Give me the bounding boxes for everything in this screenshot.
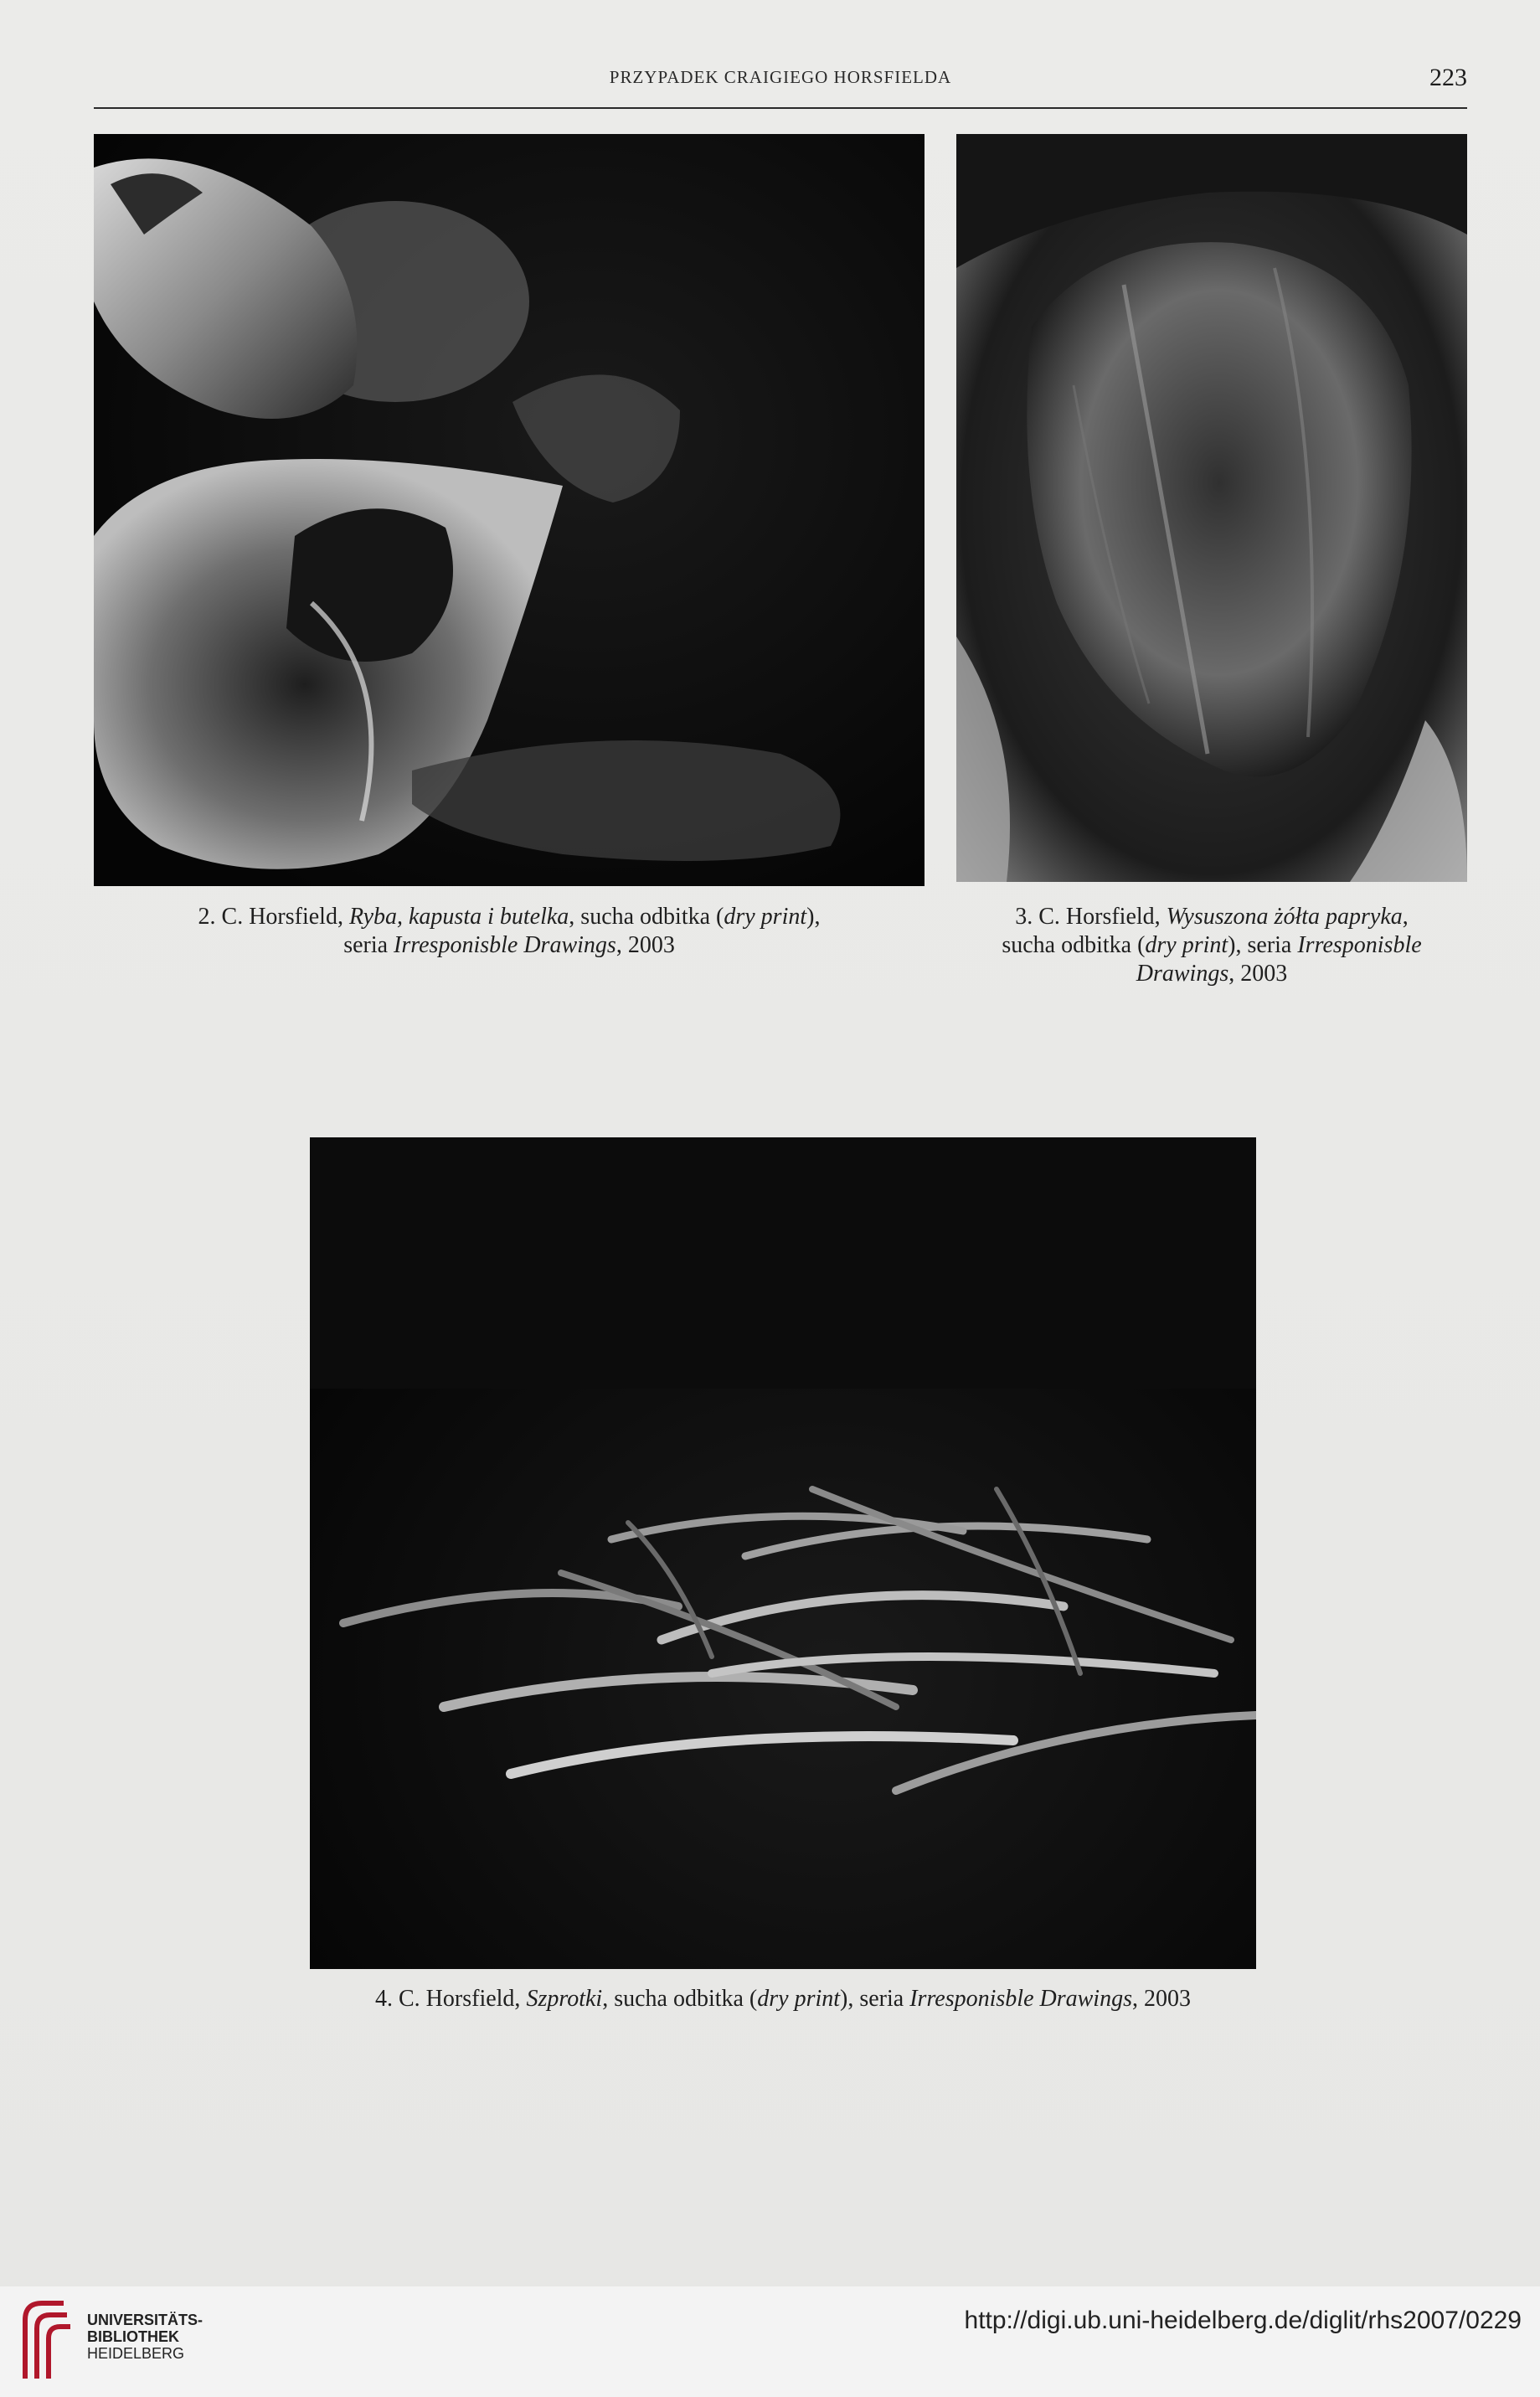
figure-2-caption-text: , sucha odbitka (	[569, 904, 724, 930]
figure-3-caption-number: 3. C. Horsfield,	[1015, 904, 1167, 930]
figure-4-caption-text: , sucha odbitka (	[602, 1986, 758, 2012]
library-logo-icon	[15, 2295, 74, 2387]
library-name-line1: UNIVERSITÄTS-	[87, 2312, 203, 2328]
figure-4-year: , 2003	[1131, 1986, 1191, 2012]
figure-3-caption-line2: sucha odbitka (	[1002, 932, 1146, 958]
figure-4-series: Irresponisble Drawings	[909, 1986, 1132, 2012]
figure-2-year: , 2003	[615, 932, 675, 958]
figure-3-series-a: Irresponisble	[1297, 932, 1422, 958]
figure-4-caption	[226, 1985, 1340, 2013]
figure-3-caption-line2-b: ), seria	[1228, 932, 1298, 958]
figure-4-caption-text-b: ), seria	[840, 1986, 910, 2012]
figure-3-title: Wysuszona żółta papryka	[1166, 904, 1403, 930]
running-header	[94, 64, 1467, 109]
library-name-line2: BIBLIOTHEK	[87, 2328, 179, 2345]
figure-2-photo	[94, 134, 925, 886]
figure-4-title: Szprotki	[526, 1986, 603, 2012]
source-url-link[interactable]: http://digi.ub.uni-heidelberg.de/diglit/rhs2007/0229	[964, 2307, 1522, 2334]
library-name-line3: HEIDELBERG	[87, 2345, 185, 2362]
figure-3-photo	[956, 134, 1467, 882]
figure-3-caption	[956, 903, 1467, 988]
figure-2-caption	[94, 903, 925, 960]
figure-4-photo	[310, 1137, 1256, 1969]
figure-3-caption-text: ,	[1402, 904, 1409, 930]
running-title: PRZYPADEK CRAIGIEGO HORSFIELDA	[609, 67, 952, 87]
figure-2-caption-text-b: ),	[806, 904, 821, 930]
page-number: 223	[1429, 64, 1467, 91]
figure-2-caption-line2: seria	[343, 932, 394, 958]
figure-3-series-b: Drawings	[1136, 961, 1229, 987]
figure-2-series: Irresponisble Drawings	[394, 932, 616, 958]
library-name	[87, 2312, 203, 2362]
figure-2-medium: dry print	[724, 904, 807, 930]
figure-4-medium: dry print	[757, 1986, 841, 2012]
figure-2-title: Ryba, kapusta i butelka	[348, 904, 569, 930]
figure-4-caption-number: 4. C. Horsfield,	[375, 1986, 527, 2012]
digitization-footer	[0, 2286, 1540, 2397]
figure-2-caption-number: 2. C. Horsfield,	[198, 904, 349, 930]
figure-3-medium: dry print	[1145, 932, 1228, 958]
figure-3-year: , 2003	[1228, 961, 1288, 987]
